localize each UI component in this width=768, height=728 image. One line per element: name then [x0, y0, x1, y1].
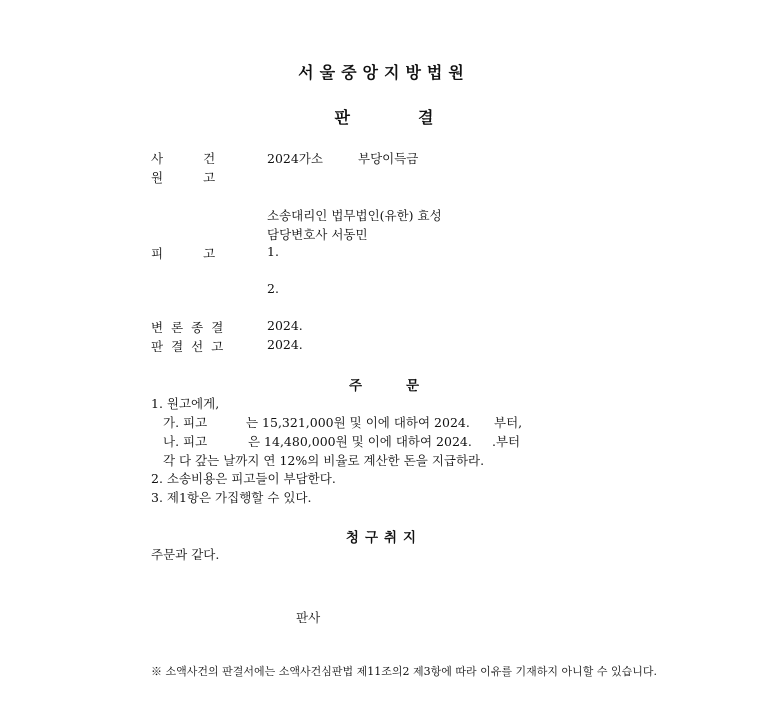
- document-title: [0, 105, 768, 128]
- defendant-item-1: 1.: [267, 244, 279, 259]
- case-label: 사건: [151, 151, 256, 166]
- defendant-item-2: 2.: [267, 281, 279, 296]
- order-line-1: 1. 원고에게,: [151, 396, 220, 411]
- order-line-3c: .부터: [492, 434, 521, 449]
- order-line-3b: 은 14,480,000원 및 이에 대하여 2024.: [248, 434, 472, 449]
- judge-label: 판사: [296, 610, 321, 625]
- order-line-2c: 부터,: [494, 415, 523, 430]
- court-name: 서울중앙지방법원: [298, 63, 470, 82]
- order-line-2a: 가. 피고: [163, 415, 208, 430]
- document-title-left: 판: [334, 108, 350, 127]
- case-number: 2024가소: [267, 151, 323, 166]
- order-title-left: 주: [348, 378, 362, 394]
- order-line-3a: 나. 피고: [163, 434, 208, 449]
- claim-title: 청구취지: [345, 530, 423, 546]
- plaintiff-agent: 소송대리인 법무법인(유한) 효성: [267, 208, 442, 223]
- closing-date: 2024.: [267, 318, 303, 333]
- footnote: ※ 소액사건의 판결서에는 소액사건심판법 제11조의2 제3항에 따라 이유를 기재하지 아니할 수 있습니다.: [151, 665, 657, 678]
- case-name: 부당이득금: [358, 151, 419, 166]
- ruling-date: 2024.: [267, 337, 303, 352]
- plaintiff-lawyer: 담당변호사 서동민: [267, 227, 368, 242]
- plaintiff-label: 원고: [151, 170, 256, 185]
- document-title-right: 결: [418, 108, 434, 127]
- defendant-label: 피고: [151, 246, 256, 261]
- order-line-5: 2. 소송비용은 피고들이 부담한다.: [151, 471, 336, 486]
- order-line-6: 3. 제1항은 가집행할 수 있다.: [151, 490, 312, 505]
- claim-text: 주문과 같다.: [151, 547, 220, 562]
- order-title: [0, 374, 768, 394]
- closing-label: 변론종결: [151, 320, 232, 335]
- order-title-right: 문: [406, 378, 420, 394]
- order-line-2b: 는 15,321,000원 및 이에 대하여 2024.: [246, 415, 470, 430]
- order-line-4: 각 다 갚는 날까지 연 12%의 비율로 계산한 돈을 지급하라.: [163, 453, 485, 468]
- ruling-label: 판결선고: [151, 339, 232, 354]
